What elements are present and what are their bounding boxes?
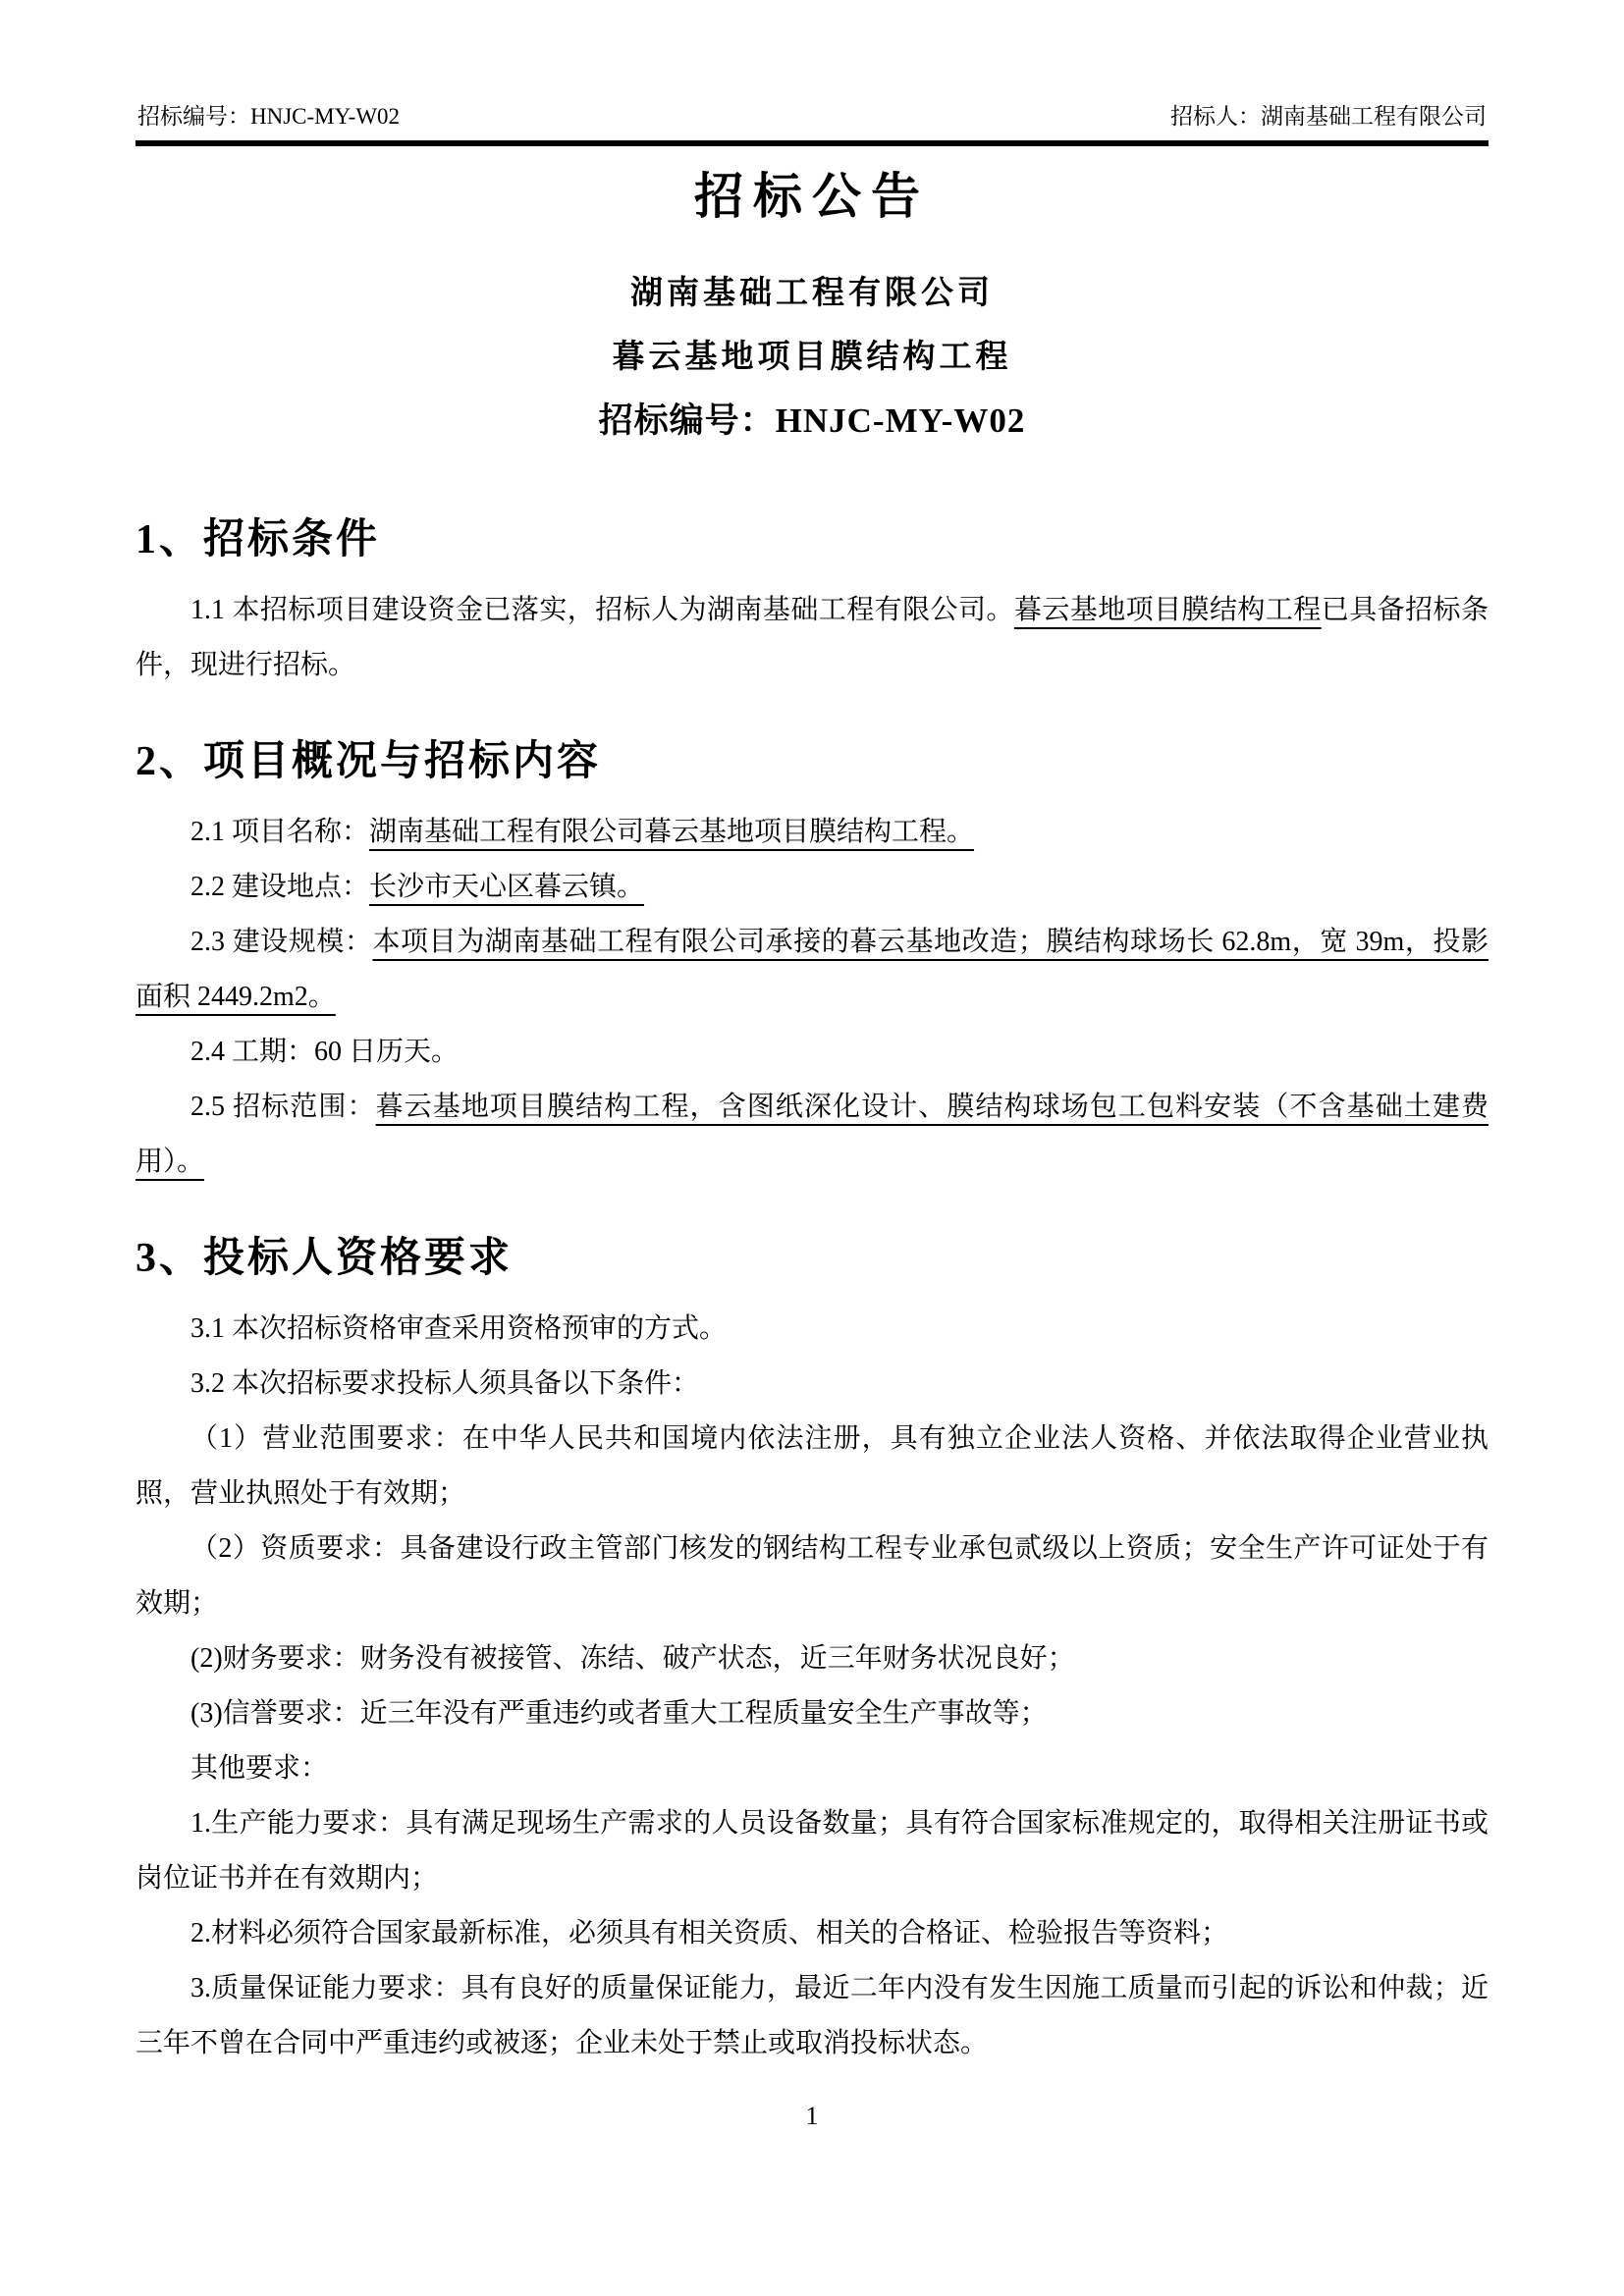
underlined-segment: 暮云基地项目膜结构工程，含图纸深化设计、膜结构球场包工包料安装（不含基础土建费用）。 — [135, 1092, 1489, 1177]
text-segment: 3.1 本次招标资格审查采用资格预审的方式。 — [190, 1313, 728, 1344]
page-number: 1 — [805, 2102, 819, 2130]
text-segment: (3)信誉要求：近三年没有严重违约或者重大工程质量安全生产事故等； — [190, 1698, 1048, 1729]
section-heading-bidder-qualifications: 3、投标人资格要求 — [135, 1236, 514, 1281]
section-heading-project-overview: 2、项目概况与招标内容 — [135, 739, 602, 784]
document-body — [135, 514, 1489, 2071]
header-tender-number: 招标编号：HNJC-MY-W02 — [137, 104, 401, 129]
paragraph-other-requirements — [135, 1741, 1489, 1796]
paragraph-3-2 — [135, 1357, 1489, 1412]
text-segment: 1.1 本招标项目建设资金已落实，招标人为湖南基础工程有限公司。 — [190, 595, 1014, 625]
paragraph-3-1 — [135, 1302, 1489, 1357]
text-segment: 其他要求： — [190, 1753, 329, 1784]
section-heading-tender-conditions: 1、招标条件 — [135, 517, 381, 562]
paragraph-2-5 — [135, 1080, 1489, 1190]
paragraph-1-1 — [135, 583, 1489, 693]
paragraph-materials — [135, 1906, 1489, 1961]
text-segment: 3.质量保证能力要求：具有良好的质量保证能力，最近二年内没有发生因施工质量而引起的诉讼和仲裁；近三年不曾在合同中严重违约或被逐；企业未处于禁止或取消投标状态。 — [135, 1973, 1489, 2058]
page-header — [135, 0, 1489, 146]
paragraph-2-2 — [135, 860, 1489, 915]
document-title: 招标公告 — [694, 169, 930, 224]
text-segment: 3.2 本次招标要求投标人须具备以下条件： — [190, 1368, 700, 1399]
paragraph-reputation — [135, 1686, 1489, 1741]
subtitle-company: 湖南基础工程有限公司 — [630, 276, 994, 311]
paragraph-2-4 — [135, 1025, 1489, 1080]
text-segment: 2.材料必须符合国家最新标准，必须具有相关资质、相关的合格证、检验报告等资料； — [190, 1918, 1229, 1949]
text-segment: 2.1 项目名称： — [190, 817, 370, 847]
text-segment: 2.5 招标范围： — [190, 1092, 376, 1122]
text-segment: (2)财务要求：财务没有被接管、冻结、破产状态，近三年财务状况良好； — [190, 1643, 1075, 1674]
subtitle-tender-number: 招标编号：HNJC-MY-W02 — [598, 401, 1026, 440]
underlined-segment: 本项目为湖南基础工程有限公司承接的暮云基地改造；膜结构球场长 62.8m，宽 39m，投影面积 2449.2m2。 — [135, 927, 1489, 1012]
paragraph-qualification — [135, 1522, 1489, 1631]
paragraph-quality-assurance — [135, 1961, 1489, 2071]
paragraph-business-scope — [135, 1412, 1489, 1522]
text-segment: （1）营业范围要求：在中华人民共和国境内依法注册，具有独立企业法人资格、并依法取得企业营业执照，营业执照处于有效期； — [135, 1423, 1489, 1509]
underlined-segment: 长沙市天心区暮云镇。 — [369, 872, 645, 902]
paragraph-2-3 — [135, 915, 1489, 1025]
underlined-segment: 暮云基地项目膜结构工程 — [1013, 595, 1322, 625]
text-segment: 2.3 建设规模： — [190, 927, 373, 957]
text-segment: 2.2 建设地点： — [190, 872, 370, 902]
paragraph-production-capacity — [135, 1796, 1489, 1906]
header-tenderer: 招标人：湖南基础工程有限公司 — [1170, 104, 1487, 129]
paragraph-finance — [135, 1631, 1489, 1686]
paragraph-2-1 — [135, 805, 1489, 860]
underlined-segment: 湖南基础工程有限公司暮云基地项目膜结构工程。 — [369, 817, 975, 847]
text-segment: 2.4 工期：60 日历天。 — [190, 1037, 460, 1067]
text-segment: （2）资质要求：具备建设行政主管部门核发的钢结构工程专业承包贰级以上资质；安全生产许可证处于有效期； — [135, 1533, 1489, 1619]
text-segment: 已具备招标条件，现进行招标。 — [135, 595, 1489, 680]
text-segment: 1.生产能力要求：具有满足现场生产需求的人员设备数量；具有符合国家标准规定的，取得相关注册证书或岗位证书并在有效期内； — [135, 1808, 1489, 1894]
subtitle-project: 暮云基地项目膜结构工程 — [612, 340, 1012, 375]
